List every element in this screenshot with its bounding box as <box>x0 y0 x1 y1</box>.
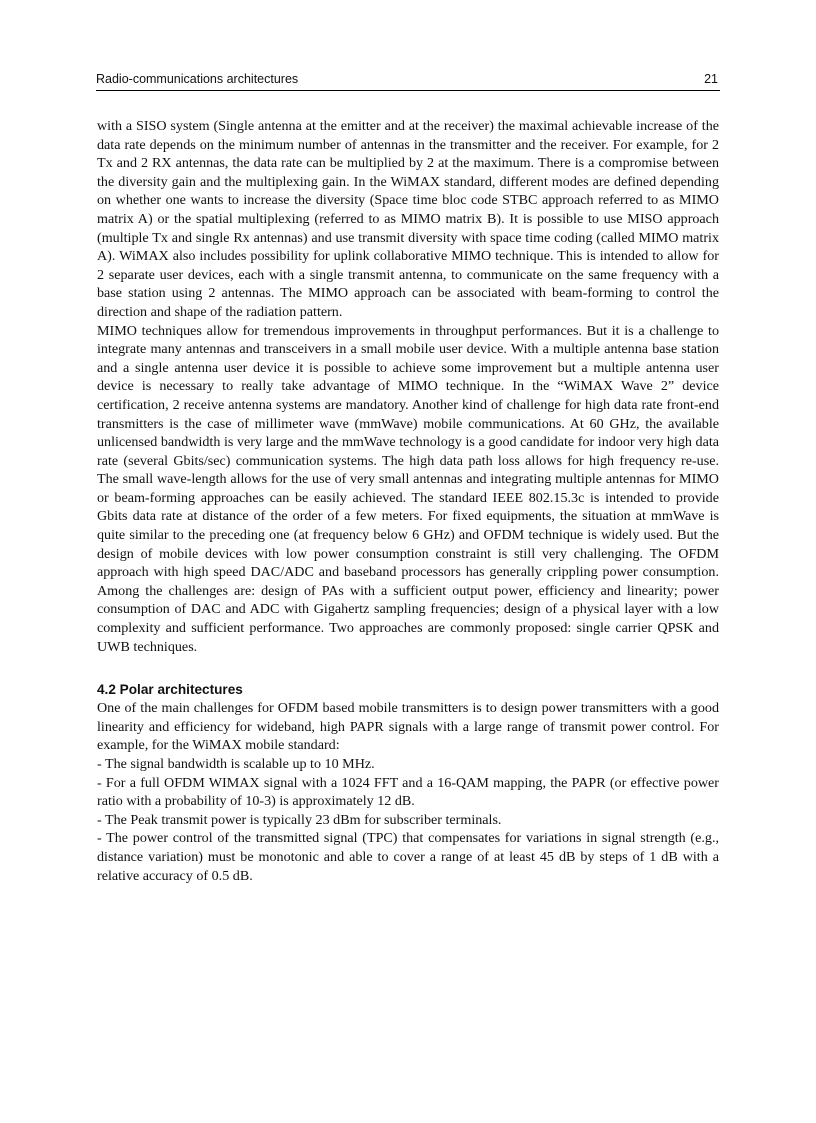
paragraph-2: MIMO techniques allow for tremendous improvements in throughput performances. But it is a challenge to integrate many antennas and transceivers in a small mobile user device. With a multiple antenna base station and a single antenna user device it is possible to achieve some improvement but a multiple antenna user device is necessary to really take advantage of MIMO technique. In the “WiMAX Wave 2” device certification, 2 receive antenna systems are mandatory. Another kind of challenge for high data rate front-end transmitters is the case of millimeter wave (mmWave) mobile communications. At 60 GHz, the available unlicensed bandwidth is very large and the mmWave technology is a good candidate for indoor very high data rate (several Gbits/sec) communication systems. The high data path loss allows for high frequency re-use. The small wave-length allows for the use of very small antennas and integrating multiple antennas for MIMO or beam-forming approaches can be easily achieved. The standard IEEE 802.15.3c is intended to provide Gbits data rate at distance of the order of a few meters. For fixed equipments, the situation at mmWave is quite similar to the preceding one (at frequency below 6 GHz) and OFDM technique is widely used. But the design of mobile devices with low power consumption constraint is still very challenging. The OFDM approach with high speed DAC/ADC and baseband processors has generally crippling power consumption. Among the challenges are: design of PAs with a sufficient output power, efficiency and linearity; power consumption of DAC and ADC with Gigahertz sampling frequencies; design of a physical layer with a low complexity and sufficient performance. Two approaches are commonly proposed: single carrier QPSK and UWB techniques. <box>97 322 719 655</box>
list-item-1: - The signal bandwidth is scalable up to 10 MHz. <box>97 756 375 772</box>
body-text <box>97 117 719 885</box>
running-header <box>96 72 720 91</box>
page-number: 21 <box>704 72 718 86</box>
paragraph-3: One of the main challenges for OFDM based mobile transmitters is to design power transmitters with a good linearity and efficiency for wideband, high PAPR signals with a large range of transmit power control. For example, for the WiMAX mobile standard: <box>97 700 719 754</box>
section-heading: 4.2 Polar architectures <box>97 682 243 698</box>
running-title: Radio-communications architectures <box>96 72 299 86</box>
paragraph-1: with a SISO system (Single antenna at the emitter and at the receiver) the maximal achievable increase of the data rate depends on the minimum number of antennas in the transmitter and the receiver. For example, for 2 Tx and 2 RX antennas, the data rate can be multiplied by 2 at the maximum. There is a compromise between the diversity gain and the multiplexing gain. In the WiMAX standard, different modes are defined depending on whether one wants to increase the diversity (Space time bloc code STBC approach referred to as MIMO matrix A) or the spatial multiplexing (referred to as MIMO matrix B). It is possible to use MISO approach (multiple Tx and single Rx antennas) and use transmit diversity with space time coding (called MIMO matrix A). WiMAX also includes possibility for uplink collaborative MIMO technique. This is intended to allow for 2 separate user devices, each with a single transmit antenna, to communicate on the same frequency with a base station using 2 antennas. The MIMO approach can be associated with beam-forming to control the direction and shape of the radiation pattern. <box>97 118 719 320</box>
list-item-2: - For a full OFDM WIMAX signal with a 1024 FFT and a 16-QAM mapping, the PAPR (or effective power ratio with a probability of 10-3) is approximately 12 dB. <box>97 774 719 810</box>
list-item-3: - The Peak transmit power is typically 23 dBm for subscriber terminals. <box>97 811 502 828</box>
list-item-4: - The power control of the transmitted signal (TPC) that compensates for variations in signal strength (e.g., distance variation) must be monotonic and able to cover a range of at least 45 dB by steps of 1 dB with a relative accuracy of 0.5 dB. <box>97 830 719 884</box>
